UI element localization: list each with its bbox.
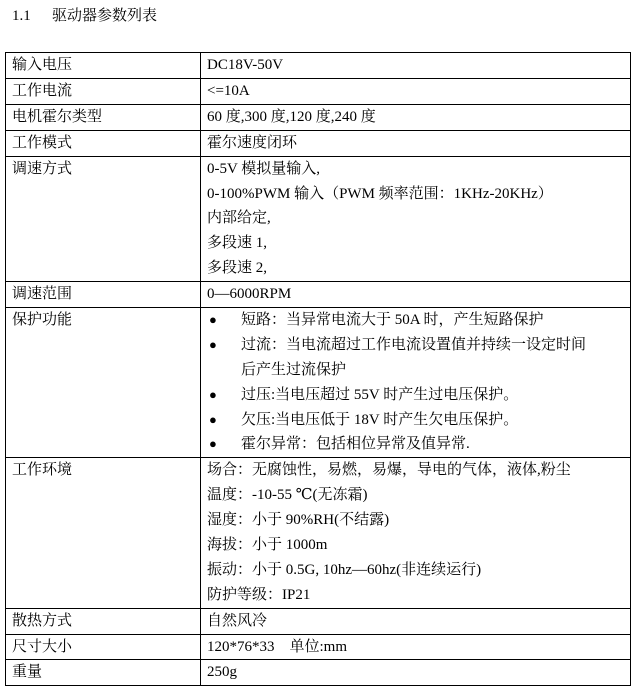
value-line: 内部给定, bbox=[207, 210, 271, 227]
value-line: 海拔：小于 1000m bbox=[207, 537, 328, 553]
bullet-item bbox=[207, 383, 624, 408]
value-line: 0-5V 模拟量输入, bbox=[207, 160, 321, 177]
value-line: 60 度,300 度,120 度,240 度 bbox=[207, 108, 376, 125]
value-line: 场合：无腐蚀性，易燃，易爆，导电的气体，液体,粉尘 bbox=[207, 462, 571, 479]
param-label: 调速方式 bbox=[6, 156, 201, 281]
section-heading bbox=[12, 6, 157, 26]
value-line: 自然风冷 bbox=[207, 612, 268, 629]
param-label: 电机霍尔类型 bbox=[6, 104, 201, 130]
param-label: 工作环境 bbox=[6, 458, 201, 608]
param-value bbox=[201, 634, 631, 660]
bullet-icon: ● bbox=[209, 336, 217, 352]
param-value bbox=[201, 156, 631, 281]
param-value bbox=[201, 282, 631, 308]
bullet-text: 短路：当异常电流大于 50A 时，产生短路保护 bbox=[241, 311, 544, 328]
section-number: 1.1 bbox=[12, 8, 31, 24]
bullet-text: 过流：当电流超过工作电流设置值并持续一设定时间 bbox=[241, 336, 587, 353]
bullet-text: 欠压:当电压低于 18V 时产生欠电压保护。 bbox=[241, 411, 519, 428]
param-label: 调速范围 bbox=[6, 282, 201, 308]
param-value bbox=[201, 78, 631, 104]
bullet-text: 霍尔异常：包括相位异常及值异常. bbox=[241, 436, 470, 453]
table-row bbox=[6, 458, 631, 608]
section-title: 驱动器参数列表 bbox=[52, 8, 158, 24]
table-row bbox=[6, 634, 631, 660]
bullet-continuation: 后产生过流保护 bbox=[241, 361, 347, 378]
value-line: 250g bbox=[207, 664, 237, 681]
bullet-item bbox=[207, 408, 624, 433]
table-row bbox=[6, 307, 631, 457]
param-label: 工作模式 bbox=[6, 130, 201, 156]
value-line: 多段速 1, bbox=[207, 235, 268, 252]
param-value bbox=[201, 130, 631, 156]
param-label: 输入电压 bbox=[6, 53, 201, 79]
value-line: DC18V-50V bbox=[207, 57, 284, 73]
bullet-icon: ● bbox=[209, 411, 217, 427]
value-line: <=10A bbox=[207, 82, 250, 99]
table-row bbox=[6, 282, 631, 308]
value-line: 0—6000RPM bbox=[207, 286, 292, 303]
param-label: 重量 bbox=[6, 660, 201, 686]
param-label: 尺寸大小 bbox=[6, 634, 201, 660]
value-line: 湿度：小于 90%RH(不结露) bbox=[207, 512, 390, 529]
param-label: 工作电流 bbox=[6, 78, 201, 104]
value-line: 温度：-10-55 ℃(无冻霜) bbox=[207, 487, 368, 504]
bullet-icon: ● bbox=[209, 311, 217, 327]
param-value bbox=[201, 307, 631, 457]
table-row bbox=[6, 156, 631, 281]
bullet-icon: ● bbox=[209, 386, 217, 402]
param-value bbox=[201, 104, 631, 130]
param-value bbox=[201, 660, 631, 686]
value-line: 120*76*33 单位:mm bbox=[207, 638, 348, 655]
table-row bbox=[6, 104, 631, 130]
table-row bbox=[6, 660, 631, 686]
table-row bbox=[6, 78, 631, 104]
value-line: 防护等级：IP21 bbox=[207, 586, 311, 603]
param-label: 保护功能 bbox=[6, 307, 201, 457]
param-label: 散热方式 bbox=[6, 608, 201, 634]
value-line: 振动：小于 0.5G, 10hz—60hz(非连续运行) bbox=[207, 561, 482, 578]
value-line: 霍尔速度闭环 bbox=[207, 134, 298, 151]
bullet-item bbox=[207, 308, 624, 333]
driver-parameter-table bbox=[5, 52, 631, 686]
param-value bbox=[201, 458, 631, 608]
table-row bbox=[6, 608, 631, 634]
param-value bbox=[201, 53, 631, 79]
bullet-item bbox=[207, 432, 624, 457]
bullet-item bbox=[207, 333, 624, 358]
param-value bbox=[201, 608, 631, 634]
bullet-text: 过压:当电压超过 55V 时产生过电压保护。 bbox=[241, 386, 519, 403]
value-line: 多段速 2, bbox=[207, 260, 268, 277]
table-row bbox=[6, 130, 631, 156]
table-row bbox=[6, 53, 631, 79]
value-line: 0-100%PWM 输入（PWM 频率范围：1KHz-20KHz） bbox=[207, 185, 553, 202]
bullet-icon: ● bbox=[209, 436, 217, 452]
